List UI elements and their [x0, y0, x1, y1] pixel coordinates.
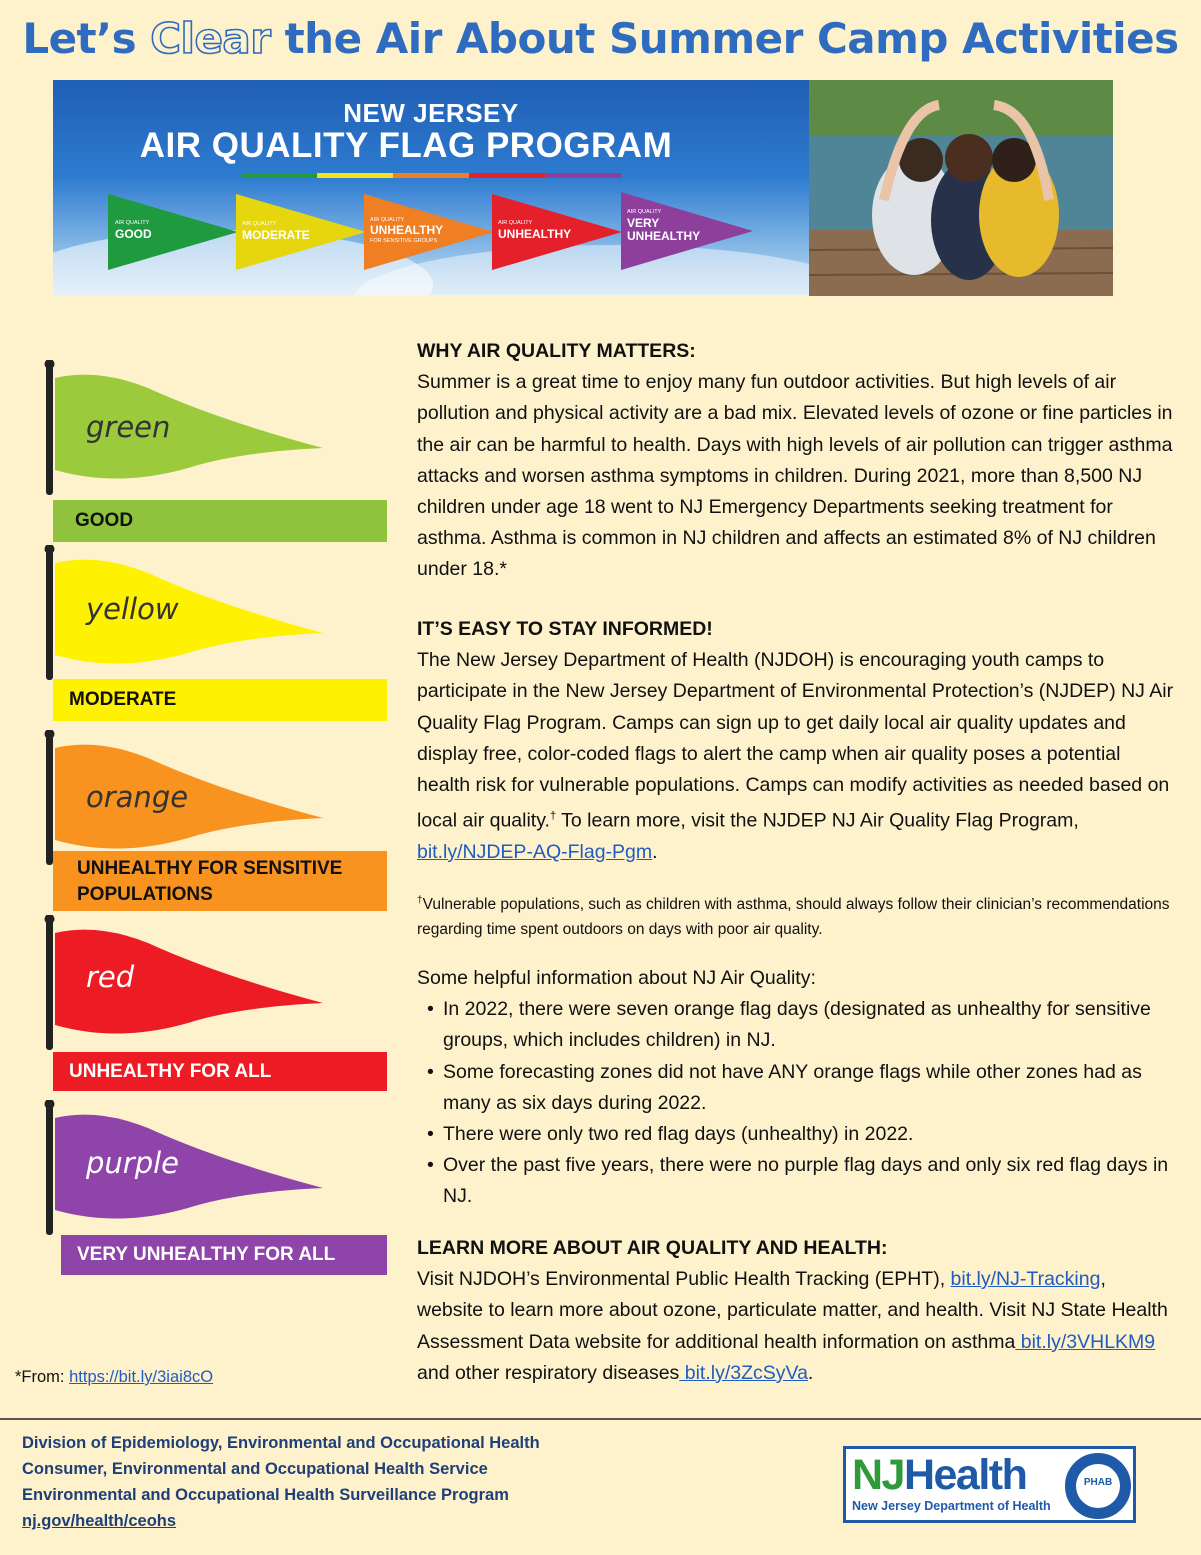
flag-word-orange: orange	[86, 780, 189, 814]
flag-word-purple: purple	[86, 1146, 180, 1180]
yellow-flag	[38, 545, 328, 685]
flag-label-usg: UNHEALTHY FOR SENSITIVE POPULATIONS	[53, 851, 387, 911]
nj-health-logo: NJHealth New Jersey Department of Health PHAB	[843, 1446, 1136, 1523]
footer-service: Consumer, Environmental and Occupational Health Service	[22, 1460, 488, 1478]
informed-section	[417, 614, 1177, 868]
flag-word-green: green	[86, 410, 171, 444]
flag-program-banner: NEW JERSEY AIR QUALITY FLAG PROGRAM AIR QUALITY GOOD AIR QUALITY MODERATE AIR QUALITY UNHEALTHY FOR SENSITIVE GROUPS AIR QUALITY UNHEALTHY AIR QUALITY VERY UNHEALTHY	[53, 80, 809, 295]
helpful-intro: Some helpful information about NJ Air Quality:	[417, 967, 816, 989]
purple-flag	[38, 1100, 328, 1240]
flag-label-very-unhealthy: VERY UNHEALTHY FOR ALL	[61, 1235, 387, 1275]
footer	[22, 1430, 540, 1534]
footer-program: Environmental and Occupational Health Surveillance Program	[22, 1486, 509, 1504]
informed-body: The New Jersey Department of Health (NJDOH) is encouraging youth camps to participate in the New Jersey Department of Environmental Protection’s (NJDEP) NJ Air Quality Flag Program. Camps can sign up to get daily local air quality updates and display free, color-coded flags to alert the camp when air quality poses a potential health risk for vulnerable populations. Camps can modify activities as needed based on local air quality.† To learn more, visit the NJDEP NJ Air Quality Flag Program, bit.ly/NJDEP-AQ-Flag-Pgm.	[417, 649, 1174, 863]
flag-label-unhealthy: UNHEALTHY FOR ALL	[53, 1052, 387, 1091]
list-item: • In 2022, there were seven orange flag days (designated as unhealthy for sensitive groups, which includes children) in NJ.	[443, 994, 1177, 1056]
flag-label-good: GOOD	[53, 500, 387, 542]
banner-state: NEW JERSEY	[343, 98, 519, 128]
pennant-good-label: GOOD	[115, 227, 152, 241]
pennant-moderate-label: MODERATE	[242, 228, 310, 242]
banner-pennants	[53, 80, 809, 295]
footnote: †Vulnerable populations, such as children with asthma, should always follow their clinician’s recommendations regarding time spent outdoors on days with poor air quality.	[417, 895, 1170, 939]
flag-label-moderate: MODERATE	[53, 679, 387, 721]
accreditation-seal-icon: PHAB	[1065, 1453, 1131, 1519]
informed-heading: IT’S EASY TO STAY INFORMED!	[417, 618, 713, 640]
asthma-link[interactable]: bit.ly/3VHLKM9	[1015, 1330, 1156, 1353]
learn-body: Visit NJDOH’s Environmental Public Health Tracking (EPHT), bit.ly/NJ-Tracking, website to learn more about ozone, particulate matter, and health. Visit NJ State Health Assessment Data website for additional health information on asthma bit.ly/3VHLKM9 and other respiratory diseases bit.ly/3ZcSyVa.	[417, 1268, 1168, 1384]
source-link[interactable]: https://bit.ly/3iai8cO	[69, 1368, 214, 1386]
footer-divider	[0, 1418, 1201, 1420]
pennant-very-unhealthy-label: VERY UNHEALTHY	[627, 216, 701, 243]
green-flag	[38, 360, 328, 500]
learn-heading: LEARN MORE ABOUT AIR QUALITY AND HEALTH:	[417, 1237, 888, 1259]
list-item: • Some forecasting zones did not have ANY orange flags while other zones had as many as six days during 2022.	[443, 1057, 1177, 1119]
footer-division: Division of Epidemiology, Environmental and Occupational Health	[22, 1434, 540, 1452]
red-flag	[38, 915, 328, 1055]
flag-word-yellow: yellow	[86, 592, 179, 626]
camp-photo	[809, 80, 1113, 296]
flag-program-link[interactable]: bit.ly/NJDEP-AQ-Flag-Pgm	[417, 840, 653, 863]
why-body: Summer is a great time to enjoy many fun outdoor activities. But high levels of air pollution and physical activity are a bad mix. Elevated levels of ozone or fine particles in the air can be harmful to health. Days with high levels of air pollution can trigger asthma attacks and worsen asthma symptoms in children. During 2021, more than 8,500 NJ children under age 18 went to NJ Emergency Departments seeking treatment for asthma. Asthma is common in NJ children and affects an estimated 8% of NJ children under 18.*	[417, 371, 1173, 581]
list-item: • There were only two red flag days (unhealthy) in 2022.	[443, 1119, 1177, 1150]
pennant-usg-label: UNHEALTHY	[370, 223, 444, 237]
footer-link[interactable]: nj.gov/health/ceohs	[22, 1512, 177, 1530]
why-heading: WHY AIR QUALITY MATTERS:	[417, 340, 696, 362]
learn-section	[417, 1233, 1177, 1389]
banner-program-title: AIR QUALITY FLAG PROGRAM	[139, 126, 673, 165]
helpful-list	[417, 994, 1177, 1212]
list-item: • Over the past five years, there were no purple flag days and only six red flag days in NJ.	[443, 1150, 1177, 1212]
why-section	[417, 336, 1177, 586]
flag-word-red: red	[86, 960, 135, 994]
source-note: *From: https://bit.ly/3iai8cO	[15, 1368, 214, 1386]
page-title: Let’s Clear the Air About Summer Camp Activities	[22, 14, 1179, 63]
respiratory-link[interactable]: bit.ly/3ZcSyVa	[679, 1361, 808, 1384]
tracking-link[interactable]: bit.ly/NJ-Tracking	[950, 1268, 1101, 1291]
pennant-unhealthy-label: UNHEALTHY	[498, 227, 572, 241]
helpful-section	[417, 963, 1177, 1213]
